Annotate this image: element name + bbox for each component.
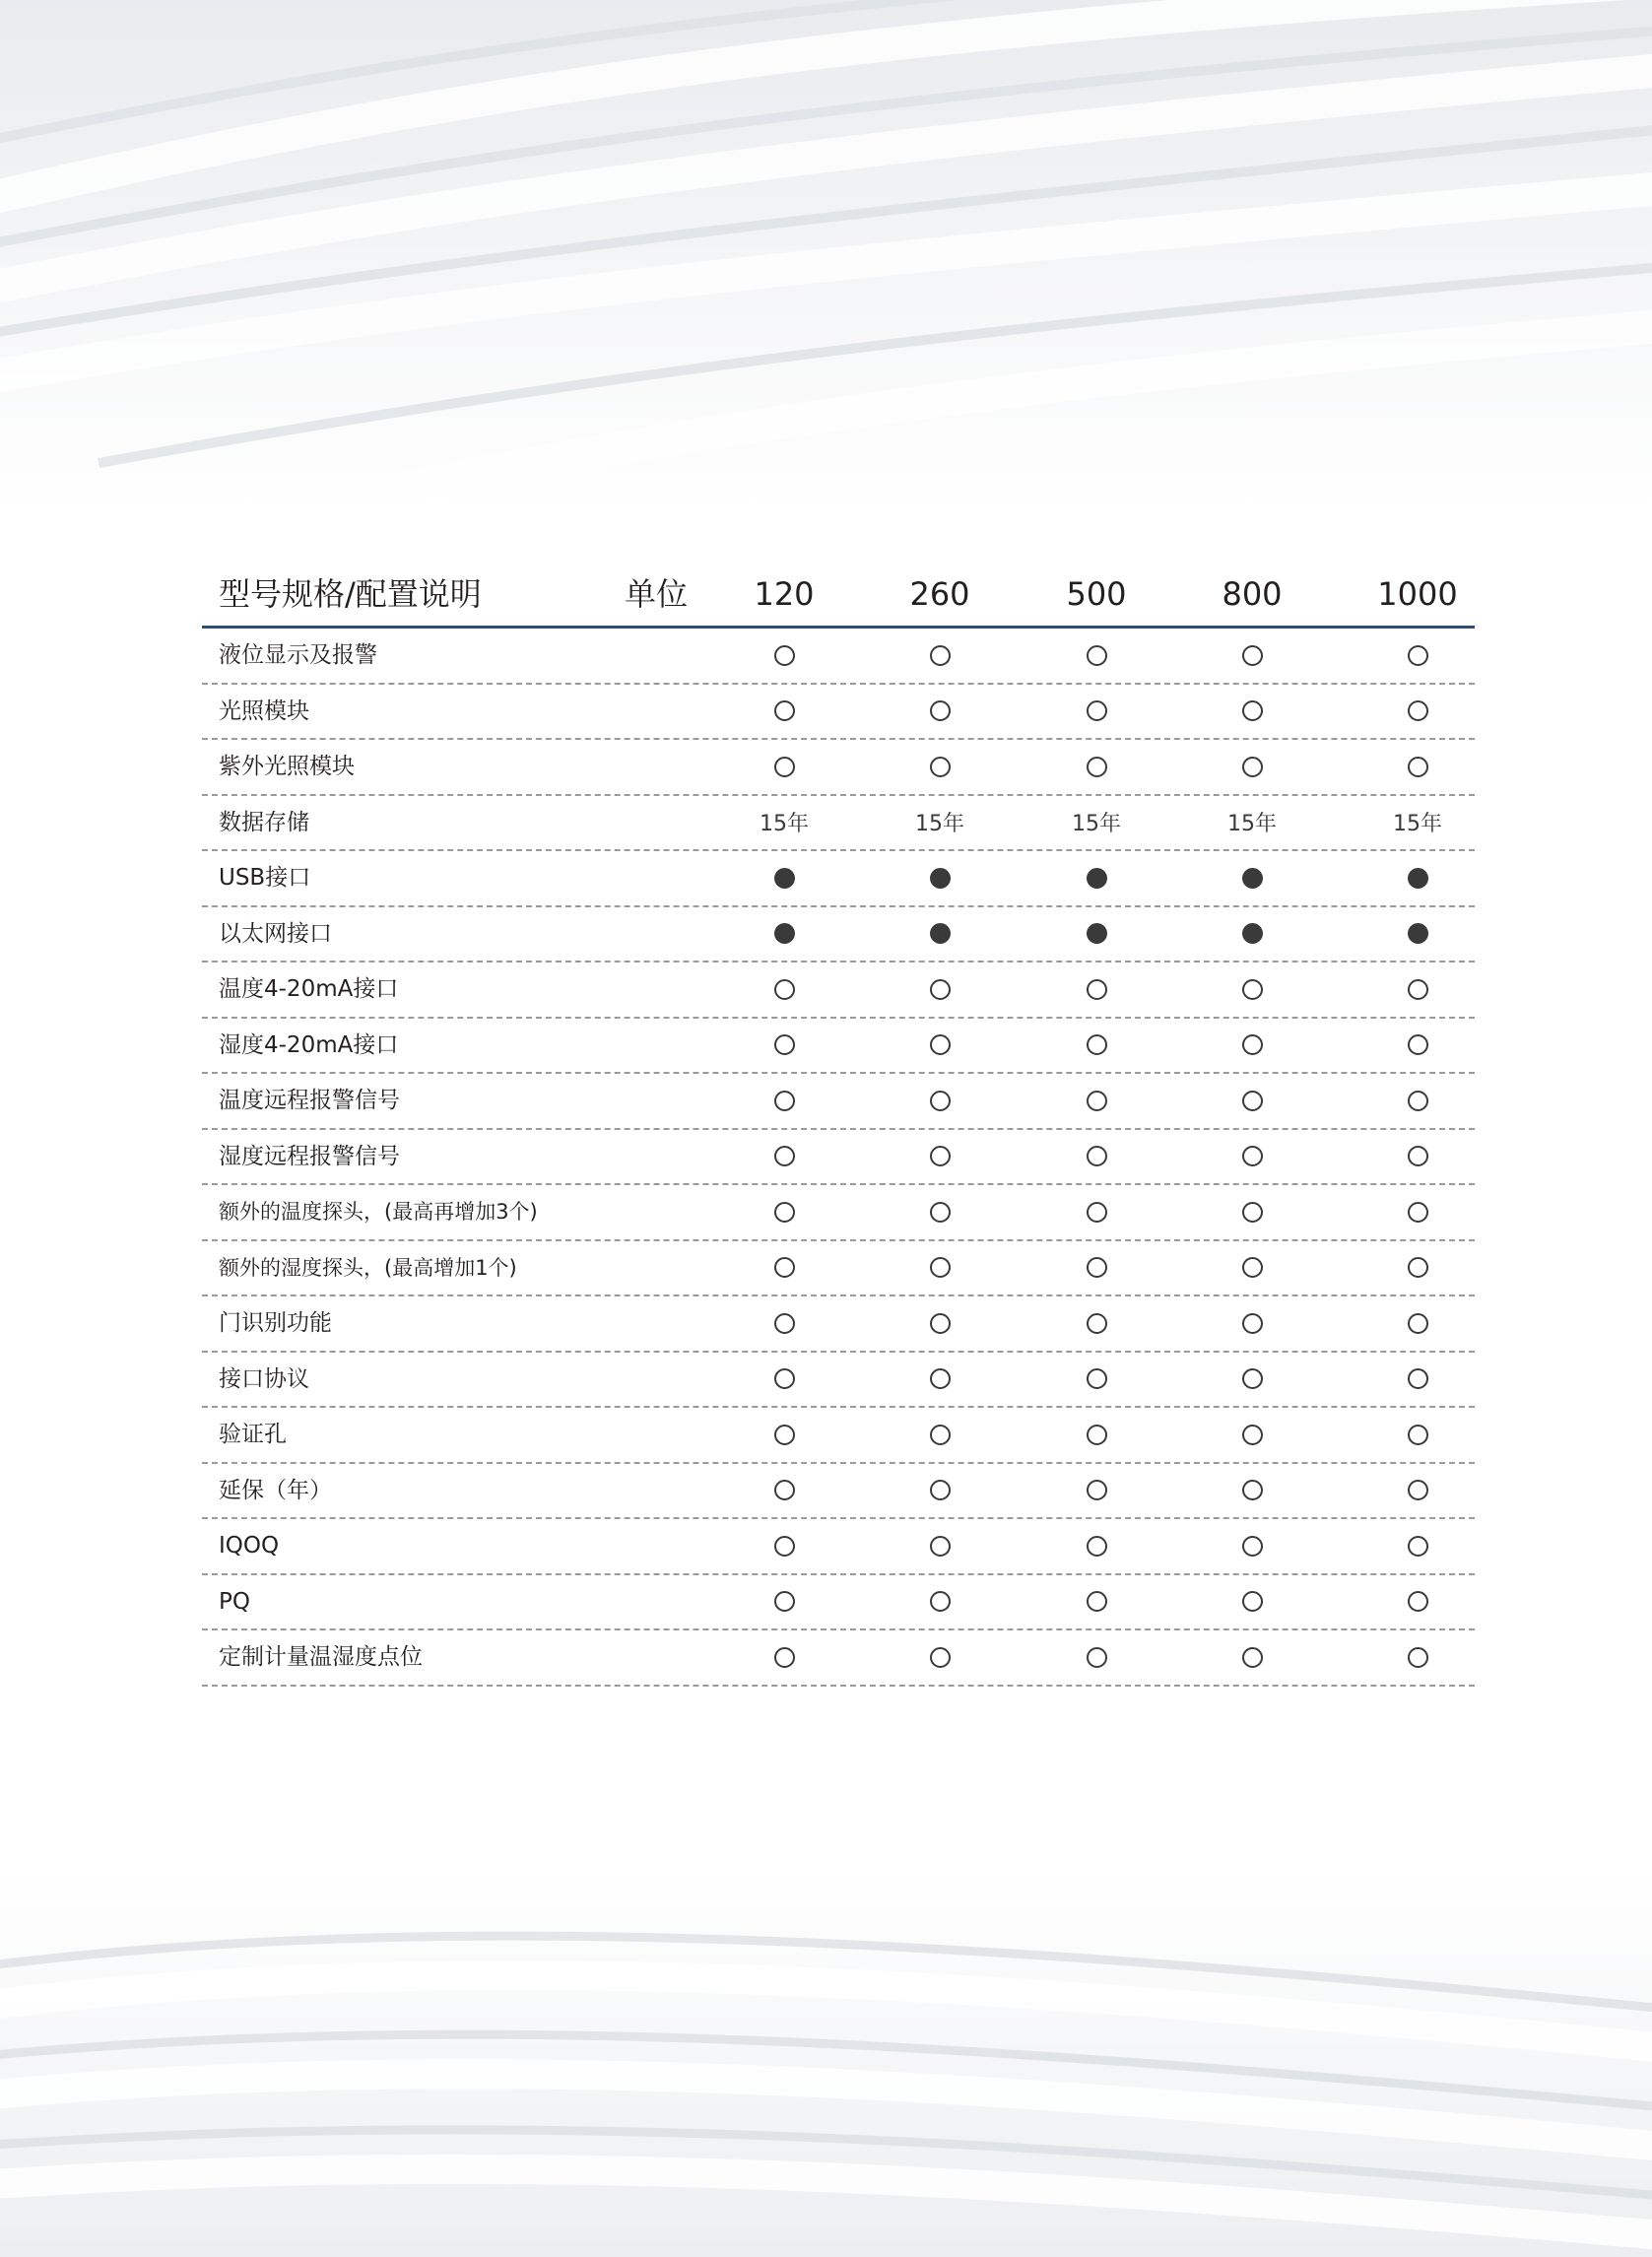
table-row bbox=[202, 963, 1475, 1019]
cell-model-260 bbox=[900, 629, 979, 683]
cell-model-260 bbox=[900, 1353, 979, 1407]
spec-table bbox=[202, 568, 1475, 1687]
optional-mark-icon bbox=[930, 1202, 951, 1223]
optional-mark-icon bbox=[1408, 700, 1428, 721]
optional-mark-icon bbox=[774, 645, 795, 666]
standard-mark-icon bbox=[774, 868, 795, 889]
cell-model-800 bbox=[1213, 1630, 1291, 1685]
standard-mark-icon bbox=[930, 923, 951, 944]
table-row bbox=[202, 1630, 1475, 1687]
optional-mark-icon bbox=[1242, 1313, 1263, 1334]
row-label: 接口协议 bbox=[219, 1365, 309, 1392]
optional-mark-icon bbox=[774, 1425, 795, 1445]
table-row bbox=[202, 1241, 1475, 1297]
optional-mark-icon bbox=[1408, 1313, 1428, 1334]
cell-model-500 bbox=[1057, 1019, 1136, 1073]
cell-model-800 bbox=[1213, 1519, 1291, 1573]
optional-mark-icon bbox=[930, 1591, 951, 1612]
cell-model-120 bbox=[745, 1185, 824, 1239]
cell-model-800 bbox=[1213, 1074, 1291, 1128]
cell-model-500 bbox=[1057, 1408, 1136, 1462]
standard-mark-icon bbox=[774, 923, 795, 944]
cell-model-120 bbox=[745, 1353, 824, 1407]
cell-model-800 bbox=[1213, 740, 1291, 794]
cell-model-120 bbox=[745, 1241, 824, 1295]
header-model-120: 120 bbox=[754, 575, 815, 613]
optional-mark-icon bbox=[1242, 757, 1263, 777]
table-row bbox=[202, 1353, 1475, 1409]
optional-mark-icon bbox=[1408, 1368, 1428, 1389]
optional-mark-icon bbox=[1242, 1257, 1263, 1278]
cell-model-260 bbox=[900, 1241, 979, 1295]
cell-model-800 bbox=[1213, 796, 1291, 850]
optional-mark-icon bbox=[930, 1257, 951, 1278]
optional-mark-icon bbox=[930, 757, 951, 777]
optional-mark-icon bbox=[1087, 1313, 1107, 1334]
cell-model-260 bbox=[900, 685, 979, 739]
cell-model-500 bbox=[1057, 1630, 1136, 1685]
header-model-260: 260 bbox=[909, 575, 970, 613]
cell-model-120 bbox=[745, 796, 824, 850]
cell-model-500 bbox=[1057, 629, 1136, 683]
cell-model-500 bbox=[1057, 796, 1136, 850]
row-label: 以太网接口 bbox=[219, 920, 332, 947]
optional-mark-icon bbox=[930, 645, 951, 666]
cell-model-500 bbox=[1057, 1241, 1136, 1295]
cell-model-1000 bbox=[1378, 907, 1457, 962]
cell-model-1000 bbox=[1378, 963, 1457, 1017]
table-header bbox=[202, 568, 1475, 629]
cell-model-1000 bbox=[1378, 1296, 1457, 1351]
cell-model-500 bbox=[1057, 740, 1136, 794]
cell-model-260 bbox=[900, 1296, 979, 1351]
cell-model-800 bbox=[1213, 1185, 1291, 1239]
optional-mark-icon bbox=[930, 1536, 951, 1557]
optional-mark-icon bbox=[930, 1425, 951, 1445]
optional-mark-icon bbox=[1242, 1536, 1263, 1557]
table-row bbox=[202, 1519, 1475, 1575]
optional-mark-icon bbox=[1087, 979, 1107, 1000]
standard-mark-icon bbox=[1087, 868, 1107, 889]
optional-mark-icon bbox=[1408, 1146, 1428, 1166]
cell-model-500 bbox=[1057, 907, 1136, 962]
optional-mark-icon bbox=[1087, 1647, 1107, 1668]
optional-mark-icon bbox=[774, 1146, 795, 1166]
cell-model-120 bbox=[745, 963, 824, 1017]
cell-model-260 bbox=[900, 1074, 979, 1128]
cell-model-120 bbox=[745, 851, 824, 905]
cell-model-1000 bbox=[1378, 1353, 1457, 1407]
cell-model-260 bbox=[900, 1185, 979, 1239]
cell-model-500 bbox=[1057, 1296, 1136, 1351]
cell-model-1000 bbox=[1378, 1074, 1457, 1128]
cell-model-800 bbox=[1213, 1019, 1291, 1073]
optional-mark-icon bbox=[774, 1091, 795, 1111]
cell-model-800 bbox=[1213, 963, 1291, 1017]
cell-model-800 bbox=[1213, 629, 1291, 683]
table-row bbox=[202, 907, 1475, 963]
row-label: 额外的温度探头，(最高再增加3个) bbox=[219, 1200, 538, 1224]
row-label: PQ bbox=[219, 1588, 250, 1615]
cell-model-800 bbox=[1213, 685, 1291, 739]
cell-model-800 bbox=[1213, 1241, 1291, 1295]
standard-mark-icon bbox=[1242, 923, 1263, 944]
cell-value: 15年 bbox=[1072, 812, 1121, 837]
cell-value: 15年 bbox=[760, 812, 809, 837]
optional-mark-icon bbox=[1242, 1425, 1263, 1445]
optional-mark-icon bbox=[1408, 1202, 1428, 1223]
row-label: 湿度远程报警信号 bbox=[219, 1143, 400, 1169]
optional-mark-icon bbox=[774, 1536, 795, 1557]
cell-model-1000 bbox=[1378, 796, 1457, 850]
table-row bbox=[202, 851, 1475, 907]
optional-mark-icon bbox=[1242, 1146, 1263, 1166]
cell-model-120 bbox=[745, 1130, 824, 1184]
optional-mark-icon bbox=[1242, 1034, 1263, 1055]
table-row bbox=[202, 1019, 1475, 1075]
table-row bbox=[202, 1575, 1475, 1631]
cell-model-1000 bbox=[1378, 685, 1457, 739]
optional-mark-icon bbox=[774, 1034, 795, 1055]
cell-model-120 bbox=[745, 1074, 824, 1128]
cell-model-800 bbox=[1213, 907, 1291, 962]
optional-mark-icon bbox=[1408, 1425, 1428, 1445]
row-label: 光照模块 bbox=[219, 697, 309, 724]
cell-model-1000 bbox=[1378, 851, 1457, 905]
cell-model-120 bbox=[745, 1464, 824, 1518]
cell-model-120 bbox=[745, 1296, 824, 1351]
cell-model-1000 bbox=[1378, 1630, 1457, 1685]
cell-model-800 bbox=[1213, 1575, 1291, 1629]
row-label: 额外的湿度探头，(最高增加1个) bbox=[219, 1255, 517, 1280]
cell-model-500 bbox=[1057, 1353, 1136, 1407]
optional-mark-icon bbox=[1408, 1091, 1428, 1111]
table-row bbox=[202, 1408, 1475, 1464]
optional-mark-icon bbox=[930, 1091, 951, 1111]
optional-mark-icon bbox=[1408, 1480, 1428, 1500]
cell-model-800 bbox=[1213, 851, 1291, 905]
table-row bbox=[202, 740, 1475, 796]
optional-mark-icon bbox=[1408, 1034, 1428, 1055]
optional-mark-icon bbox=[1242, 1091, 1263, 1111]
cell-model-260 bbox=[900, 1630, 979, 1685]
cell-model-1000 bbox=[1378, 1575, 1457, 1629]
optional-mark-icon bbox=[930, 1034, 951, 1055]
cell-model-260 bbox=[900, 1575, 979, 1629]
cell-model-500 bbox=[1057, 1074, 1136, 1128]
cell-model-500 bbox=[1057, 685, 1136, 739]
optional-mark-icon bbox=[1087, 1368, 1107, 1389]
header-model-1000: 1000 bbox=[1377, 575, 1458, 613]
cell-model-120 bbox=[745, 1630, 824, 1685]
cell-model-800 bbox=[1213, 1408, 1291, 1462]
optional-mark-icon bbox=[1087, 1480, 1107, 1500]
row-label: 温度远程报警信号 bbox=[219, 1088, 400, 1113]
optional-mark-icon bbox=[1408, 1591, 1428, 1612]
header-title: 型号规格/配置说明 bbox=[219, 575, 482, 613]
cell-model-260 bbox=[900, 1464, 979, 1518]
cell-model-120 bbox=[745, 1519, 824, 1573]
row-label: 湿度4-20mA接口 bbox=[219, 1031, 399, 1058]
cell-value: 15年 bbox=[915, 812, 964, 837]
cell-model-260 bbox=[900, 1408, 979, 1462]
header-model-800: 800 bbox=[1222, 575, 1283, 613]
cell-model-1000 bbox=[1378, 1519, 1457, 1573]
optional-mark-icon bbox=[930, 979, 951, 1000]
cell-model-120 bbox=[745, 1575, 824, 1629]
cell-model-500 bbox=[1057, 851, 1136, 905]
cell-model-120 bbox=[745, 629, 824, 683]
cell-model-800 bbox=[1213, 1296, 1291, 1351]
cell-model-1000 bbox=[1378, 1130, 1457, 1184]
cell-model-260 bbox=[900, 907, 979, 962]
optional-mark-icon bbox=[930, 1368, 951, 1389]
cell-value: 15年 bbox=[1393, 812, 1442, 837]
standard-mark-icon bbox=[930, 868, 951, 889]
table-row bbox=[202, 685, 1475, 741]
header-model-500: 500 bbox=[1066, 575, 1127, 613]
optional-mark-icon bbox=[930, 1647, 951, 1668]
standard-mark-icon bbox=[1087, 923, 1107, 944]
optional-mark-icon bbox=[774, 757, 795, 777]
optional-mark-icon bbox=[1242, 1368, 1263, 1389]
row-label: 温度4-20mA接口 bbox=[219, 976, 399, 1002]
row-label: 液位显示及报警 bbox=[219, 642, 377, 668]
optional-mark-icon bbox=[1242, 1591, 1263, 1612]
optional-mark-icon bbox=[774, 1257, 795, 1278]
optional-mark-icon bbox=[1087, 757, 1107, 777]
optional-mark-icon bbox=[930, 1480, 951, 1500]
optional-mark-icon bbox=[1087, 1257, 1107, 1278]
optional-mark-icon bbox=[1087, 1425, 1107, 1445]
optional-mark-icon bbox=[1087, 1202, 1107, 1223]
header-unit: 单位 bbox=[625, 575, 689, 613]
cell-model-260 bbox=[900, 1130, 979, 1184]
cell-model-500 bbox=[1057, 1575, 1136, 1629]
optional-mark-icon bbox=[774, 1368, 795, 1389]
cell-model-260 bbox=[900, 1519, 979, 1573]
optional-mark-icon bbox=[1087, 1091, 1107, 1111]
optional-mark-icon bbox=[774, 1202, 795, 1223]
row-label: 门识别功能 bbox=[219, 1310, 332, 1336]
optional-mark-icon bbox=[1087, 700, 1107, 721]
optional-mark-icon bbox=[774, 1313, 795, 1334]
cell-model-120 bbox=[745, 907, 824, 962]
optional-mark-icon bbox=[1242, 1647, 1263, 1668]
optional-mark-icon bbox=[1408, 1257, 1428, 1278]
row-label: 数据存储 bbox=[219, 809, 309, 835]
cell-model-500 bbox=[1057, 1130, 1136, 1184]
optional-mark-icon bbox=[930, 700, 951, 721]
cell-model-800 bbox=[1213, 1464, 1291, 1518]
cell-model-260 bbox=[900, 740, 979, 794]
cell-model-120 bbox=[745, 1019, 824, 1073]
cell-model-500 bbox=[1057, 963, 1136, 1017]
cell-model-260 bbox=[900, 1019, 979, 1073]
cell-model-800 bbox=[1213, 1130, 1291, 1184]
cell-model-120 bbox=[745, 740, 824, 794]
optional-mark-icon bbox=[774, 1591, 795, 1612]
row-label: IQOQ bbox=[219, 1533, 280, 1559]
optional-mark-icon bbox=[1242, 1202, 1263, 1223]
optional-mark-icon bbox=[1408, 757, 1428, 777]
cell-model-1000 bbox=[1378, 1185, 1457, 1239]
row-label: 紫外光照模块 bbox=[219, 754, 355, 779]
optional-mark-icon bbox=[774, 1480, 795, 1500]
optional-mark-icon bbox=[1087, 1146, 1107, 1166]
optional-mark-icon bbox=[1087, 1536, 1107, 1557]
row-label: USB接口 bbox=[219, 865, 311, 891]
optional-mark-icon bbox=[1408, 1536, 1428, 1557]
optional-mark-icon bbox=[1408, 1647, 1428, 1668]
optional-mark-icon bbox=[1242, 700, 1263, 721]
cell-value: 15年 bbox=[1227, 812, 1277, 837]
optional-mark-icon bbox=[1087, 1034, 1107, 1055]
optional-mark-icon bbox=[930, 1146, 951, 1166]
cell-model-120 bbox=[745, 1408, 824, 1462]
table-body bbox=[202, 629, 1475, 1687]
row-label: 验证孔 bbox=[219, 1422, 287, 1447]
optional-mark-icon bbox=[1087, 645, 1107, 666]
row-label: 延保（年） bbox=[219, 1477, 332, 1503]
cell-model-1000 bbox=[1378, 1019, 1457, 1073]
row-label: 定制计量温湿度点位 bbox=[219, 1644, 423, 1670]
standard-mark-icon bbox=[1408, 868, 1428, 889]
cell-model-260 bbox=[900, 851, 979, 905]
table-row bbox=[202, 1130, 1475, 1186]
cell-model-1000 bbox=[1378, 1408, 1457, 1462]
optional-mark-icon bbox=[1242, 1480, 1263, 1500]
optional-mark-icon bbox=[1408, 645, 1428, 666]
cell-model-500 bbox=[1057, 1464, 1136, 1518]
optional-mark-icon bbox=[774, 979, 795, 1000]
table-row bbox=[202, 629, 1475, 685]
table-row bbox=[202, 1074, 1475, 1130]
table-row bbox=[202, 796, 1475, 852]
optional-mark-icon bbox=[930, 1313, 951, 1334]
optional-mark-icon bbox=[1242, 645, 1263, 666]
cell-model-1000 bbox=[1378, 1464, 1457, 1518]
optional-mark-icon bbox=[1087, 1591, 1107, 1612]
cell-model-260 bbox=[900, 963, 979, 1017]
cell-model-500 bbox=[1057, 1185, 1136, 1239]
standard-mark-icon bbox=[1242, 868, 1263, 889]
cell-model-260 bbox=[900, 796, 979, 850]
table-row bbox=[202, 1296, 1475, 1353]
optional-mark-icon bbox=[774, 700, 795, 721]
cell-model-1000 bbox=[1378, 1241, 1457, 1295]
optional-mark-icon bbox=[774, 1647, 795, 1668]
cell-model-800 bbox=[1213, 1353, 1291, 1407]
optional-mark-icon bbox=[1408, 979, 1428, 1000]
cell-model-1000 bbox=[1378, 629, 1457, 683]
cell-model-120 bbox=[745, 685, 824, 739]
standard-mark-icon bbox=[1408, 923, 1428, 944]
optional-mark-icon bbox=[1242, 979, 1263, 1000]
table-row bbox=[202, 1464, 1475, 1520]
cell-model-500 bbox=[1057, 1519, 1136, 1573]
cell-model-1000 bbox=[1378, 740, 1457, 794]
table-row bbox=[202, 1185, 1475, 1241]
